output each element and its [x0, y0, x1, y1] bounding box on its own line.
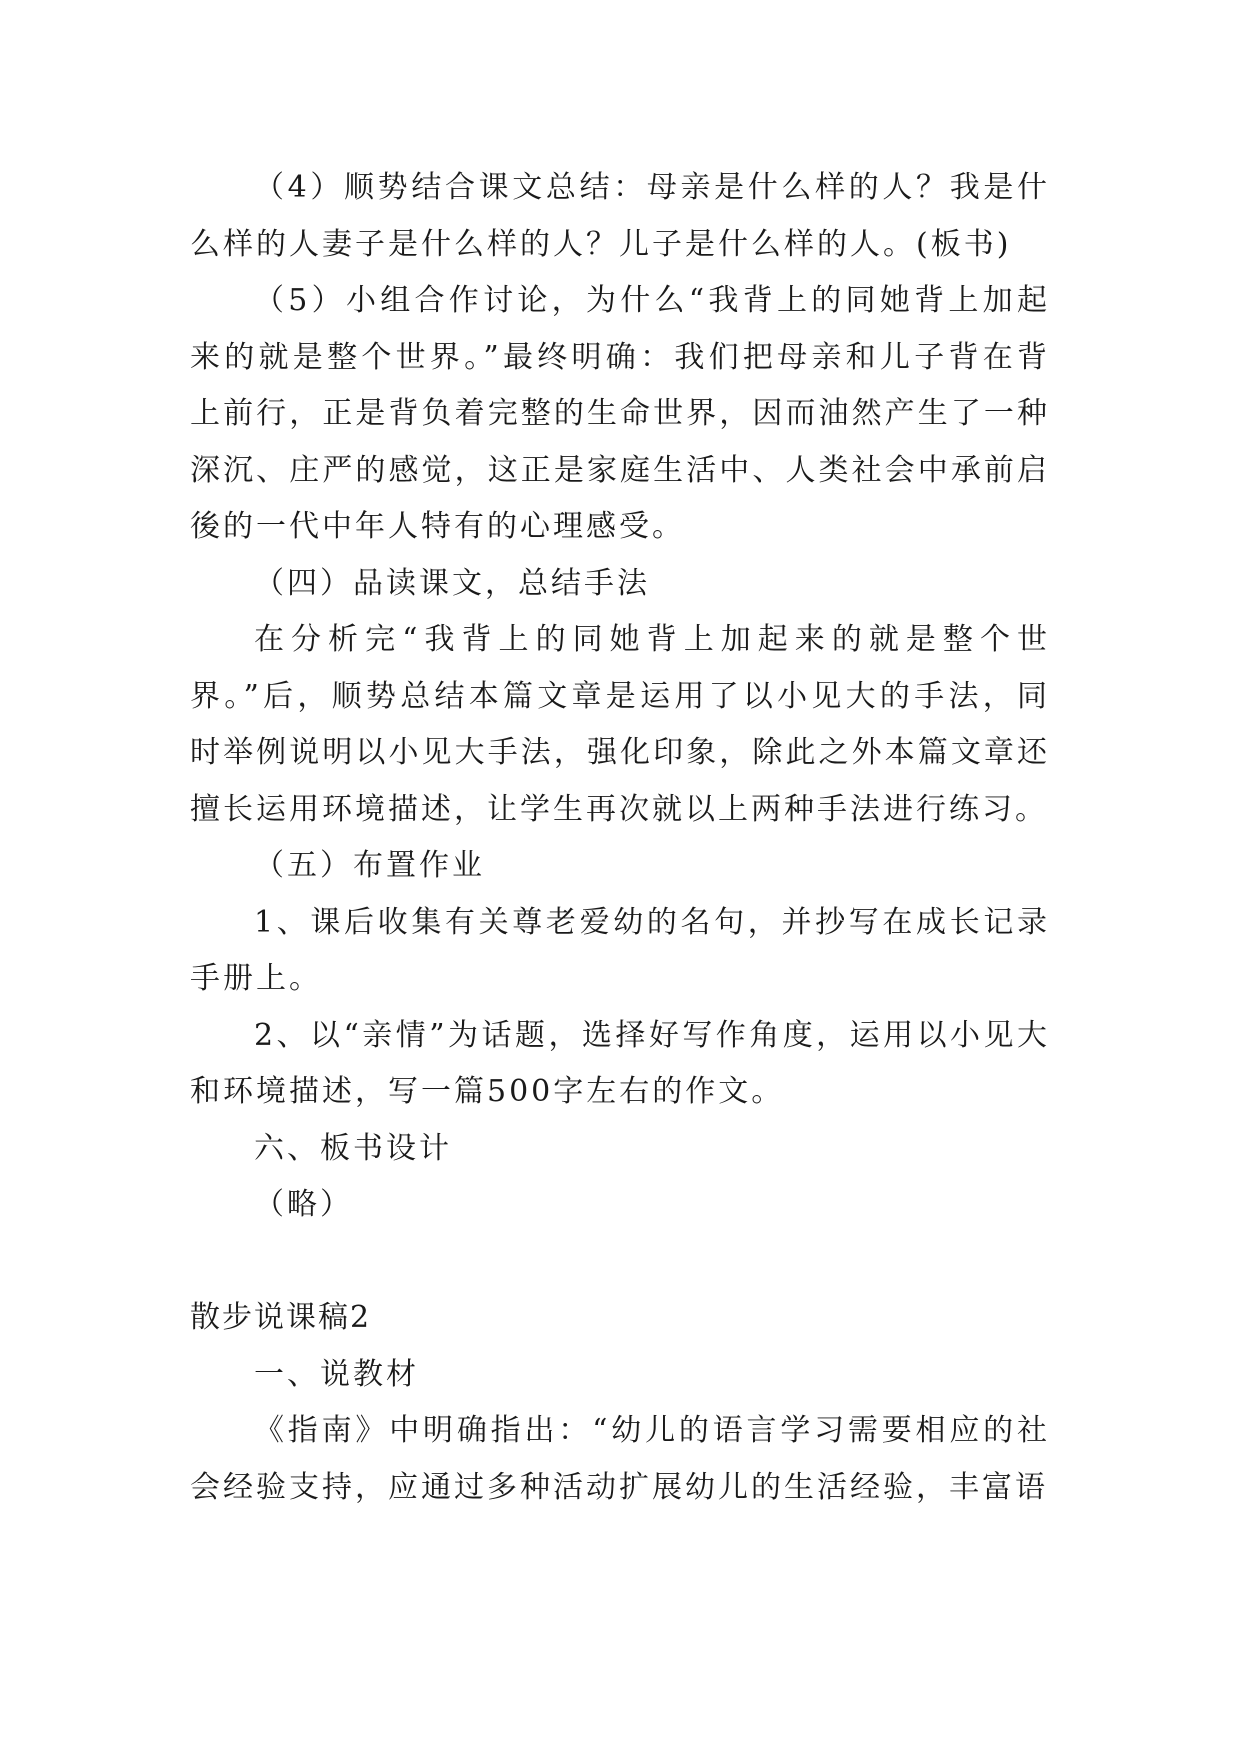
board-design-omitted: （略） — [254, 1187, 353, 1222]
paragraph-group-discussion: （5）小组合作讨论，为什么“我背上的同她背上加起来的就是整个世界。”最终明确：我们把母亲和儿子背在背上前行，正是背负着完整的生命世界，因而油然产生了一种深沉、庄严的感觉，这正是家庭生活中、人类社会中承前启後的一代中年人特有的心理感受。 — [190, 283, 1050, 544]
document-page — [190, 160, 1050, 1516]
section-title: 散步说课稿2 — [190, 1300, 372, 1335]
heading-teaching-material: 一、说教材 — [254, 1356, 419, 1392]
heading-reading-techniques: （四）品读课文，总结手法 — [254, 565, 650, 601]
homework-item-1: 1、课后收集有关尊老爱幼的名句，并抄写在成长记录手册上。 — [190, 904, 1050, 996]
paragraph-guide-quote: 《指南》中明确指出：“幼儿的语言学习需要相应的社会经验支持，应通过多种活动扩展幼儿的生活经验，丰富语 — [190, 1413, 1050, 1505]
paragraph-techniques: 在分析完“我背上的同她背上加起来的就是整个世界。”后，顺势总结本篇文章是运用了以小见大的手法，同时举例说明以小见大手法，强化印象，除此之外本篇文章还擅长运用环境描述，让学生再次就以上两种手法进行练习。 — [190, 622, 1050, 827]
heading-board-design: 六、板书设计 — [254, 1130, 452, 1166]
heading-homework: （五）布置作业 — [254, 848, 485, 883]
homework-item-2: 2、以“亲情”为话题，选择好写作角度，运用以小见大和环境描述，写一篇500字左右的作文。 — [190, 1017, 1050, 1109]
blank-line — [190, 1234, 1050, 1291]
paragraph-summary: （4）顺势结合课文总结：母亲是什么样的人？我是什么样的人妻子是什么样的人？儿子是什么样的人。(板书) — [190, 170, 1050, 262]
